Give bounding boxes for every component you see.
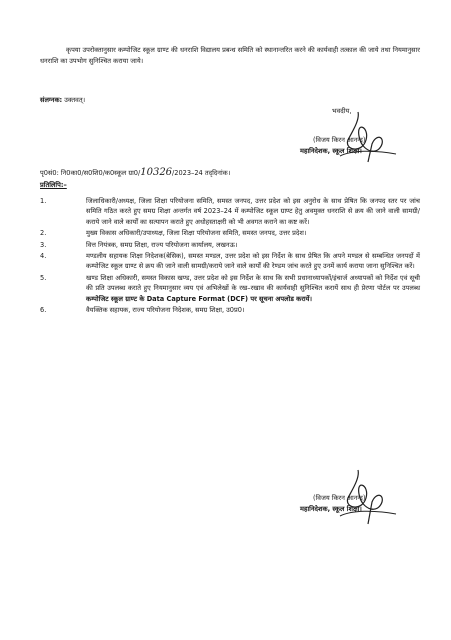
list-item: 4. मण्डलीय सहायक शिक्षा निदेशक(बेसिक), समस्त मण्डल, उत्तर प्रदेश को इस निर्देश के साथ प्रेषित कि अपने मण्डल से सम्बन्धित जनपदों में कम्पोजिट स्कूल ग्राण्ट से क्रय की जाने वाली सामग्री/कराये जाने वाले कार्यों की रेण्डम जांच करते हुए उनमें कार्य कराया जाना सुनिश्चित करें। (40, 252, 420, 271)
dcf-instruction: कम्पोजिट स्कूल ग्राण्ट के Data Capture Format (DCF) पर सूचना अपलोड करायें। (86, 294, 312, 303)
list-item: 6. वैयक्तिक सहायक, राज्य परियोजना निदेशक, समग्र शिक्षा, उ0प्र0। (40, 306, 245, 315)
list-item: 1. जिलाधिकारी/अध्यक्ष, जिला शिक्षा परियोजना समिति, समस्त जनपद, उत्तर प्रदेश को इस अनुरोध के साथ प्रेषित कि जनपद स्तर पर जांच समिति गठित करते हुए समग्र शिक्षा अन्तर्गत वर्ष 2023–24 में कम्पोजिट स्कूल ग्राण्ट हेतु अवमुक्त धनराशि से क्रय की जाने वाली सामग्री/कराये जाने वाले कार्यों का सत्यापन कराते हुए अधोहस्ताक्षरी को भी अवगत कराने का कष्ट करें। (40, 197, 420, 226)
enclosure-value: उक्तवत्। (64, 96, 86, 104)
signature-top-title: महानिदेशक, स्कूल शिक्षा। (300, 147, 362, 155)
reference-prefix: पृ0सं0: नि0का0/स0शि0/क0स्कूल ग्रा0/ (40, 169, 141, 177)
signature-bottom-name: (विजय किरन आनन्द) (313, 494, 366, 502)
reference-line (40, 167, 230, 179)
list-item: 2. मुख्य विकास अधिकारी/उपाध्यक्ष, जिला शिक्षा परियोजना समिति, समस्त जनपद, उत्तर प्रदेश। (40, 229, 307, 238)
reference-number: 10326 (140, 167, 173, 178)
copy-list (40, 196, 420, 316)
closing: भवदीय, (332, 107, 352, 115)
signature-bottom-title: महानिदेशक, स्कूल शिक्षा। (300, 505, 362, 513)
enclosure (40, 95, 85, 106)
enclosure-label: संलग्नक: (40, 96, 63, 104)
list-item: 3. वित्त नियंत्रक, समग्र शिक्षा, राज्य परियोजना कार्यालय, लखनऊ। (40, 240, 238, 249)
list-item: 5. खण्ड शिक्षा अधिकारी, समस्त विकास खण्ड, उत्तर प्रदेश को इस निर्देश के साथ कि सभी प्रधानाध्यापकों/इंचार्ज अध्यापकों को निर्देश एवं सूची की प्रति उपलब्ध कराते हुए नियमानुसार व्यय एवं अभिलेखों के रख–रखाव की कार्यवाही सुनिश्चित करायें साथ ही प्रेरणा पोर्टल पर उपलब्ध कम्पोजिट स्कूल ग्राण्ट के Data Capture Format (DCF) पर सूचना अपलोड करायें। (40, 273, 420, 303)
reference-suffix: /2023–24 तद्‌दिनांक। (172, 169, 231, 177)
intro-paragraph: कृपया उपरोक्तानुसार कम्पोजिट स्कूल ग्राण्ट की धनराशि विद्यालय प्रबन्ध समिति को स्थानान्तरित करने की कार्यवाही तत्काल की जाये तथा नियमानुसार धनराशि का उपभोग सुनिश्चित कराया जाये। (40, 46, 420, 65)
signature-top-name: (विजय किरन आनन्द) (313, 136, 366, 144)
copy-label: प्रतिलिपि:– (40, 181, 67, 189)
